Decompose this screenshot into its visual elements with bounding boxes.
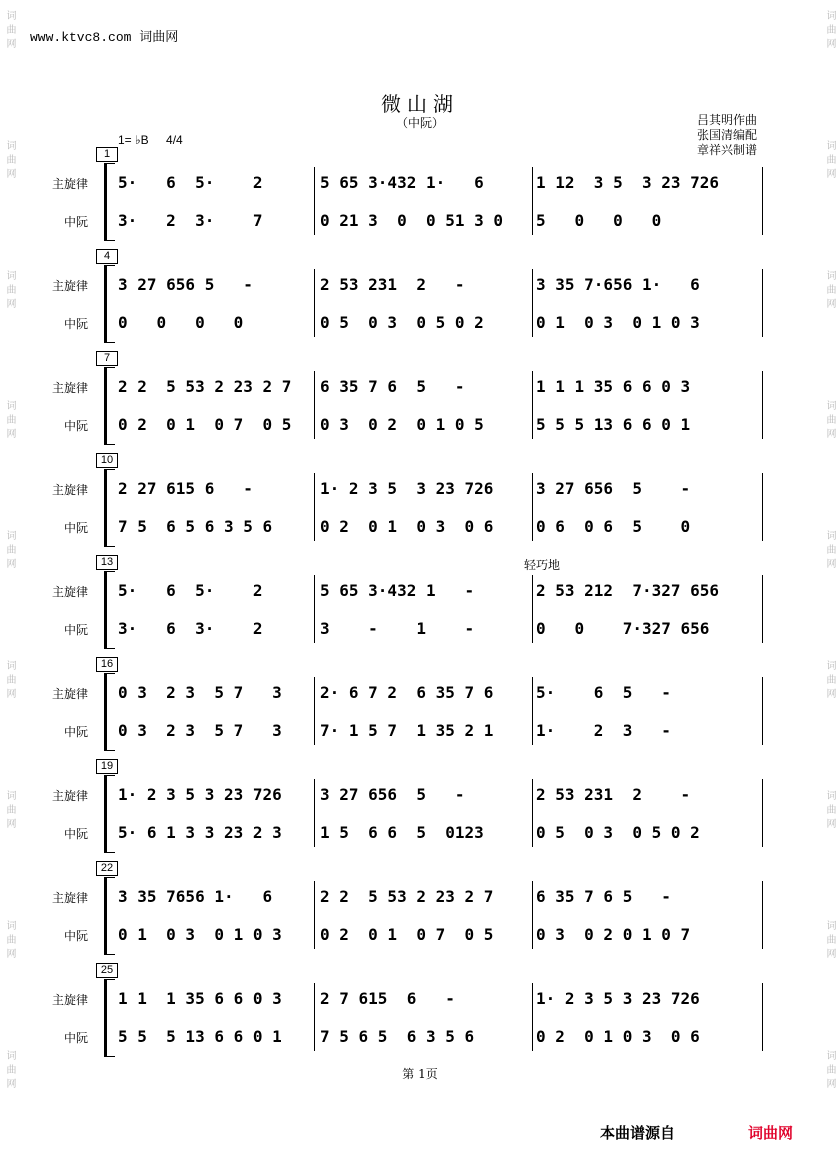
measure-notes: 2 27 615 6 - [118, 479, 253, 498]
measure-notes: 3 27 656 5 - [536, 479, 691, 498]
score-system [0, 963, 840, 1063]
measure-notes: 1 1 1 35 6 6 0 3 [536, 377, 691, 396]
part-label: 主旋律 [52, 177, 89, 191]
measure-notes: 1 12 3 5 3 23 726 [536, 173, 720, 192]
measure-notes: 0 3 0 2 0 1 0 7 [536, 925, 691, 944]
expression-mark: 轻巧地 [524, 558, 561, 572]
staff-brace [104, 673, 115, 751]
measure-notes: 5· 6 5· 2 [118, 173, 263, 192]
barline [532, 881, 533, 949]
page-number: 第 1页 [402, 1067, 438, 1081]
key-signature [118, 133, 183, 147]
measure-notes: 0 1 0 3 0 1 0 3 [536, 313, 700, 332]
staff-brace [104, 979, 115, 1057]
ruan-row [118, 721, 774, 745]
measure-notes: 5 5 5 13 6 6 0 1 [118, 1027, 282, 1046]
barline [314, 473, 315, 541]
ruan-row [118, 619, 774, 643]
measure-notes: 0 0 7·327 656 [536, 619, 710, 638]
ruan-row [118, 517, 774, 541]
measure-notes: 2 53 212 7·327 656 [536, 581, 720, 600]
part-label: 主旋律 [52, 279, 89, 293]
measure-notes: 1 1 1 35 6 6 0 3 [118, 989, 282, 1008]
measure-notes: 5· 6 5· 2 [118, 581, 263, 600]
measure-notes: 5 65 3·432 1· 6 [320, 173, 484, 192]
staff-brace [104, 163, 115, 241]
score-system [0, 249, 840, 349]
measure-notes: 3 27 656 5 - [118, 275, 253, 294]
staff-brace [104, 265, 115, 343]
score-system [0, 147, 840, 247]
melody-row [118, 989, 774, 1013]
measure-number: 13 [96, 555, 118, 570]
barline [532, 779, 533, 847]
part-label: 主旋律 [52, 891, 89, 905]
ruan-row [118, 313, 774, 337]
brand-logo[interactable]: 词曲网 [748, 1125, 794, 1142]
barline [314, 575, 315, 643]
measure-notes: 2 2 5 53 2 23 2 7 [118, 377, 292, 396]
part-label: 中阮 [64, 1031, 89, 1045]
score-system [0, 453, 840, 553]
measure-notes: 5 65 3·432 1 - [320, 581, 475, 600]
measure-notes: 1· 2 3 - [536, 721, 671, 740]
barline [314, 983, 315, 1051]
measure-notes: 0 1 0 3 0 1 0 3 [118, 925, 282, 944]
measure-number: 7 [96, 351, 118, 366]
time-signature: 4/4 [166, 133, 183, 147]
measure-notes: 0 5 0 3 0 5 0 2 [320, 313, 484, 332]
part-label: 主旋律 [52, 381, 89, 395]
measure-notes: 1· 2 3 5 3 23 726 [320, 479, 494, 498]
song-title: 微山湖 [381, 92, 459, 116]
part-label: 主旋律 [52, 483, 89, 497]
measure-notes: 7 5 6 5 6 3 5 6 [320, 1027, 475, 1046]
measure-number: 10 [96, 453, 118, 468]
song-subtitle: （中阮） [395, 116, 444, 130]
melody-row [118, 887, 774, 911]
barline [532, 167, 533, 235]
barline [762, 575, 763, 643]
measure-notes: 0 5 0 3 0 5 0 2 [536, 823, 700, 842]
part-label: 中阮 [64, 317, 89, 331]
barline [314, 881, 315, 949]
measure-notes: 2 2 5 53 2 23 2 7 [320, 887, 494, 906]
measure-notes: 2 53 231 2 - [536, 785, 691, 804]
barline [314, 677, 315, 745]
score-system [0, 351, 840, 451]
measure-notes: 3 - 1 - [320, 619, 475, 638]
melody-row [118, 479, 774, 503]
site-url[interactable]: www.ktvc8.com 词曲网 [30, 30, 179, 45]
barline [532, 983, 533, 1051]
score-system [0, 759, 840, 859]
barline [762, 779, 763, 847]
source-label: 本曲谱源自 [600, 1125, 676, 1142]
measure-notes: 5 5 5 13 6 6 0 1 [536, 415, 691, 434]
key: 1= ♭B [118, 133, 149, 147]
part-label: 主旋律 [52, 585, 89, 599]
measure-number: 4 [96, 249, 118, 264]
ruan-row [118, 211, 774, 235]
measure-notes: 3 27 656 5 - [320, 785, 465, 804]
score-system [0, 657, 840, 757]
staff-brace [104, 877, 115, 955]
measure-notes: 3 35 7·656 1· 6 [536, 275, 700, 294]
measure-notes: 0 6 0 6 5 0 [536, 517, 691, 536]
score-system [0, 861, 840, 961]
measure-notes: 0 0 0 0 [118, 313, 244, 332]
barline [762, 881, 763, 949]
left-watermark: 词曲网 词曲网 词曲网 词曲网 词曲网 词曲网 词曲网 词曲网 词曲网 [4, 10, 15, 1092]
measure-notes: 2· 6 7 2 6 35 7 6 [320, 683, 494, 702]
measure-notes: 1· 2 3 5 3 23 726 [536, 989, 700, 1008]
measure-notes: 3· 6 3· 2 [118, 619, 263, 638]
staff-brace [104, 367, 115, 445]
measure-number: 19 [96, 759, 118, 774]
measure-notes: 0 2 0 1 0 3 0 6 [320, 517, 494, 536]
part-label: 主旋律 [52, 687, 89, 701]
measure-notes: 6 35 7 6 5 - [320, 377, 465, 396]
barline [762, 473, 763, 541]
barline [762, 269, 763, 337]
barline [314, 269, 315, 337]
barline [314, 167, 315, 235]
right-watermark: 词曲网 词曲网 词曲网 词曲网 词曲网 词曲网 词曲网 词曲网 词曲网 [824, 10, 835, 1092]
measure-notes: 0 3 0 2 0 1 0 5 [320, 415, 484, 434]
melody-row [118, 785, 774, 809]
part-label: 主旋律 [52, 789, 89, 803]
measure-number: 16 [96, 657, 118, 672]
measure-notes: 7 5 6 5 6 3 5 6 [118, 517, 273, 536]
barline [314, 371, 315, 439]
barline [762, 983, 763, 1051]
melody-row [118, 377, 774, 401]
part-label: 主旋律 [52, 993, 89, 1007]
measure-notes: 0 3 2 3 5 7 3 [118, 721, 282, 740]
measure-notes: 1· 2 3 5 3 23 726 [118, 785, 282, 804]
staff-brace [104, 469, 115, 547]
part-label: 中阮 [64, 929, 89, 943]
credit-transcriber: 章祥兴制谱 [697, 143, 758, 157]
melody-row [118, 275, 774, 299]
measure-number: 22 [96, 861, 118, 876]
barline [532, 269, 533, 337]
measure-notes: 2 7 615 6 - [320, 989, 455, 1008]
measure-notes: 0 2 0 1 0 3 0 6 [536, 1027, 700, 1046]
ruan-row [118, 415, 774, 439]
part-label: 中阮 [64, 827, 89, 841]
measure-notes: 1 5 6 6 5 0123 [320, 823, 484, 842]
measure-notes: 7· 1 5 7 1 35 2 1 [320, 721, 494, 740]
barline [762, 167, 763, 235]
measure-notes: 5· 6 1 3 3 23 2 3 [118, 823, 282, 842]
ruan-row [118, 1027, 774, 1051]
barline [532, 371, 533, 439]
credit-arranger: 张国清编配 [697, 128, 758, 142]
measure-notes: 6 35 7 6 5 - [536, 887, 671, 906]
part-label: 中阮 [64, 623, 89, 637]
part-label: 中阮 [64, 215, 89, 229]
ruan-row [118, 823, 774, 847]
part-label: 中阮 [64, 419, 89, 433]
measure-notes: 5 0 0 0 [536, 211, 662, 230]
staff-brace [104, 571, 115, 649]
part-label: 中阮 [64, 725, 89, 739]
part-label: 中阮 [64, 521, 89, 535]
measure-notes: 0 21 3 0 0 51 3 0 [320, 211, 504, 230]
credit-composer: 吕其明作曲 [697, 113, 758, 127]
measure-notes: 0 2 0 1 0 7 0 5 [118, 415, 292, 434]
staff-brace [104, 775, 115, 853]
measure-notes: 0 3 2 3 5 7 3 [118, 683, 282, 702]
melody-row [118, 173, 774, 197]
melody-row [118, 581, 774, 605]
barline [762, 677, 763, 745]
barline [314, 779, 315, 847]
measure-notes: 5· 6 5 - [536, 683, 671, 702]
score-system [0, 555, 840, 655]
measure-notes: 3· 2 3· 7 [118, 211, 263, 230]
melody-row [118, 683, 774, 707]
barline [532, 575, 533, 643]
measure-notes: 0 2 0 1 0 7 0 5 [320, 925, 494, 944]
barline [532, 473, 533, 541]
measure-notes: 3 35 7656 1· 6 [118, 887, 273, 906]
measure-notes: 2 53 231 2 - [320, 275, 465, 294]
barline [532, 677, 533, 745]
measure-number: 1 [96, 147, 118, 162]
ruan-row [118, 925, 774, 949]
measure-number: 25 [96, 963, 118, 978]
barline [762, 371, 763, 439]
